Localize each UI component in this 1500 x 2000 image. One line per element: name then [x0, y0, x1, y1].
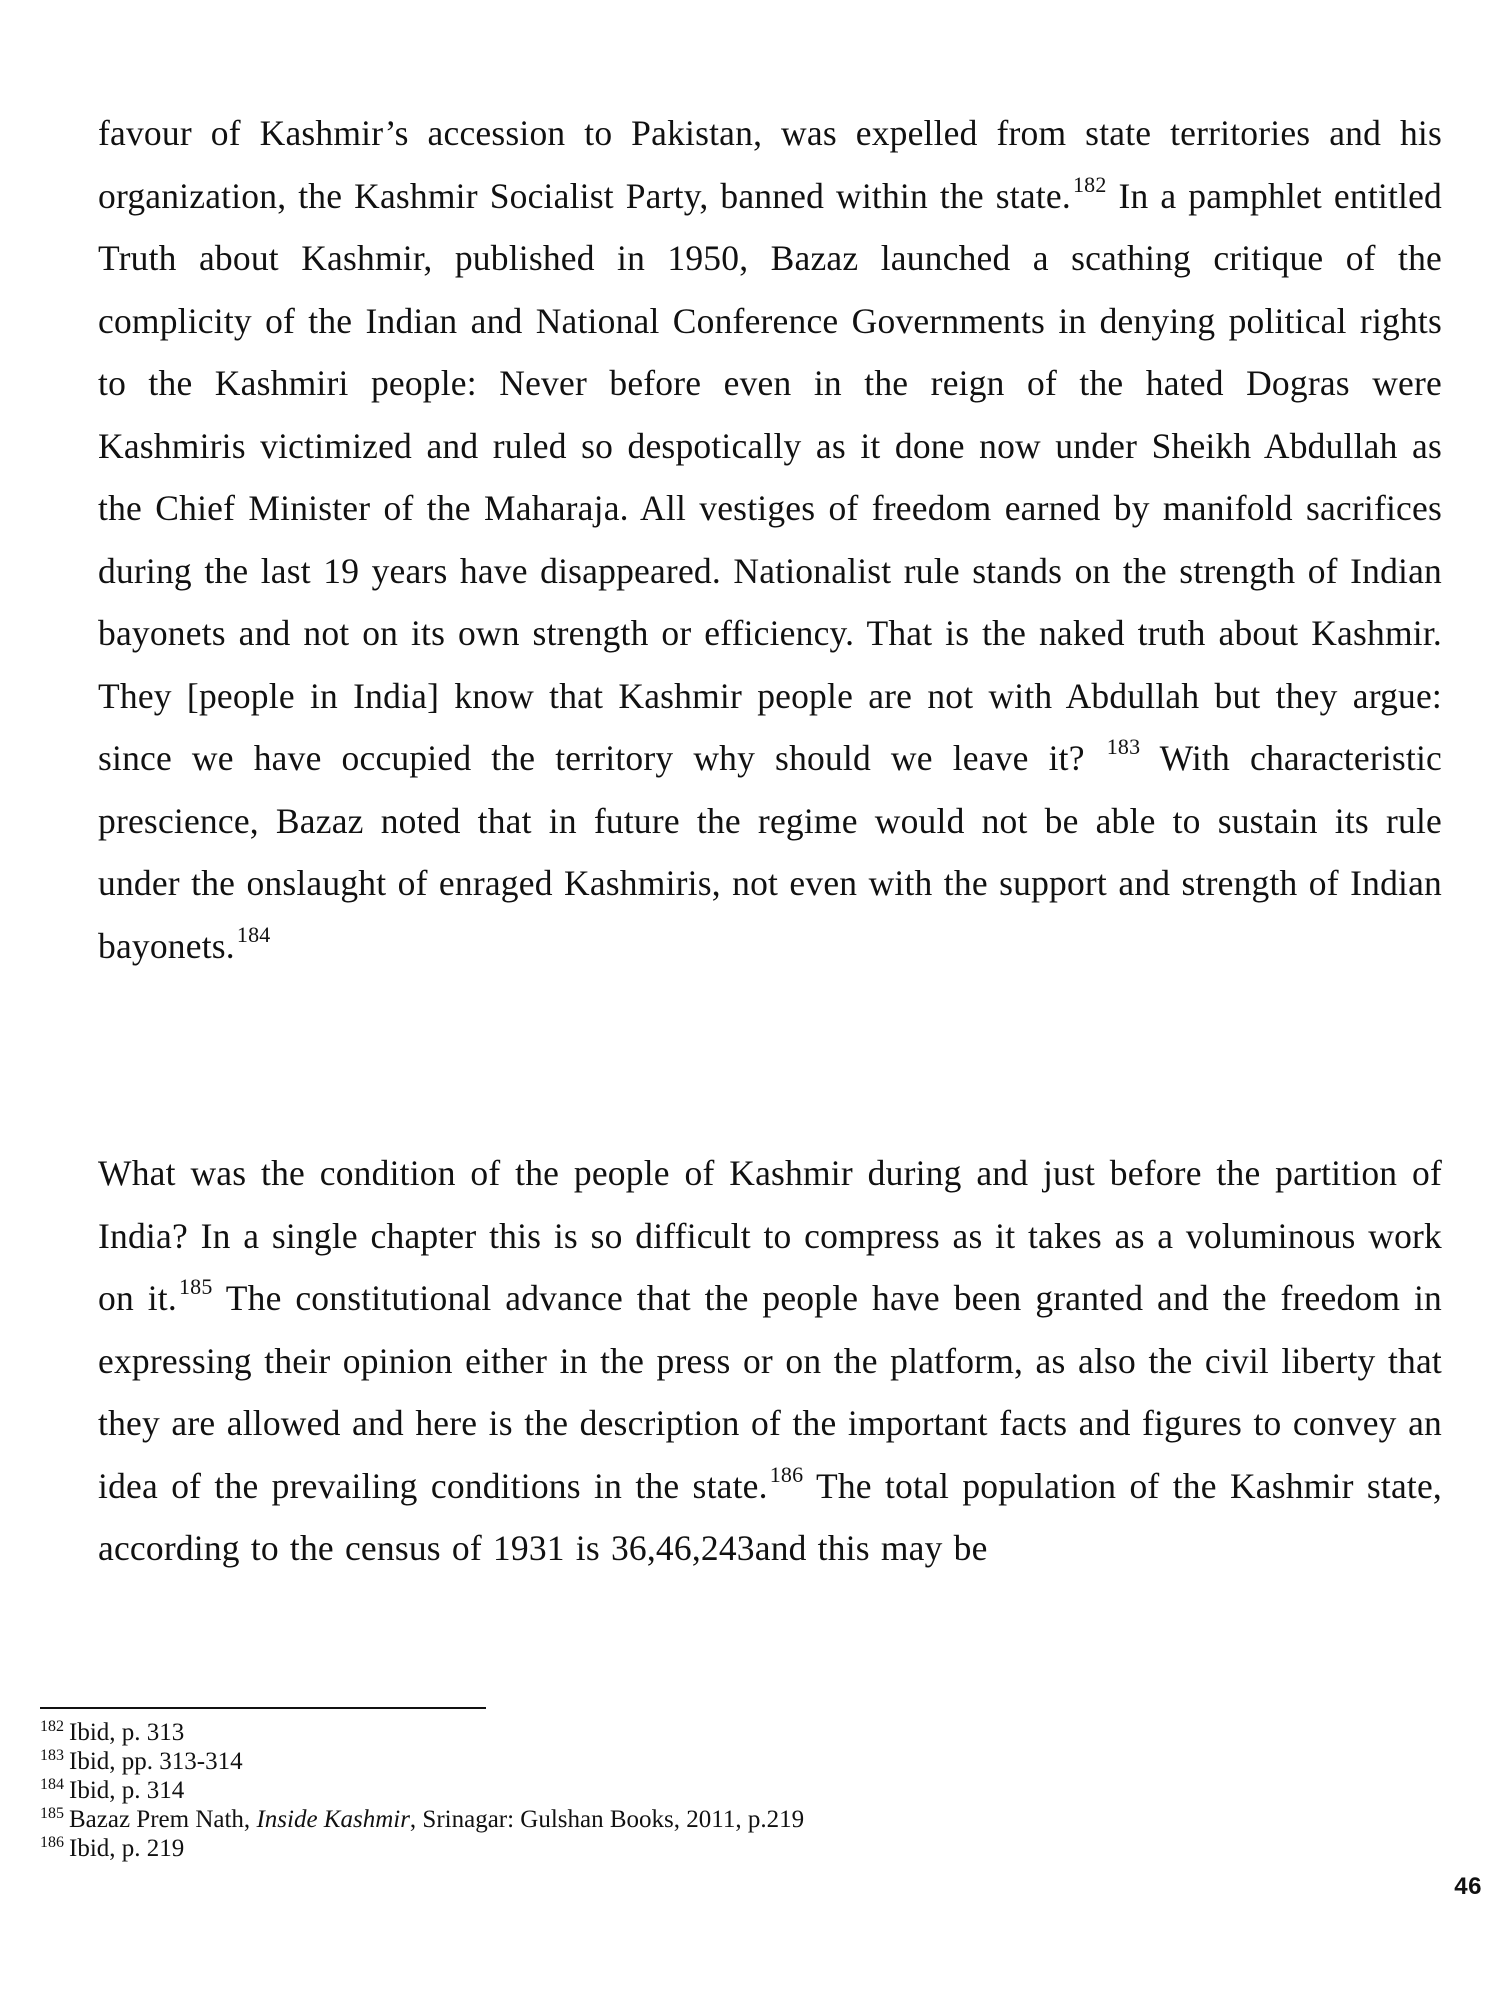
text-segment: Ibid, pp. 313-314 — [69, 1748, 243, 1775]
footnote-item — [40, 1776, 1040, 1805]
footnote-item — [40, 1747, 1040, 1776]
footnote-number: 184 — [40, 1776, 64, 1794]
text-segment: The constitutional advance that the people have been granted and the freedom in expressing their opinion either in the press or on the platform, as also the civil liberty that they are allowed and here is the description of the important facts and figures to convey an idea of the prevailing conditions in the state. — [98, 1278, 1442, 1506]
footnote-number: 186 — [40, 1834, 64, 1852]
text-segment: favour of Kashmir’s accession to Pakistan, was expelled from state territories and his organization, the Kashmir Socialist Party, banned within the state. — [98, 113, 1442, 216]
footnote-reference: 184 — [236, 921, 271, 947]
text-segment: Ibid, p. 313 — [69, 1719, 185, 1746]
text-segment: , Srinagar: Gulshan Books, 2011, p.219 — [409, 1806, 805, 1833]
footnotes-list — [40, 1718, 1040, 1863]
footnote-number: 183 — [40, 1747, 64, 1765]
text-segment: In a pamphlet entitled Truth about Kashmir, published in 1950, Bazaz launched a scathing critique of the complicity of the Indian and National Conference Governments in denying political rights to the Kashmiri people: Never before even in the reign of the hated Dogras were Kashmiris victimized and ruled so despotically as it done now under Sheikh Abdullah as the Chief Minister of the Maharaja. All vestiges of freedom earned by manifold sacrifices during the last 19 years have disappeared. Nationalist rule stands on the strength of Indian bayonets and not on its own strength or efficiency. That is the naked truth about Kashmir. They [people in India] know that Kashmir people are not with Abdullah but they argue: since we have occupied the territory why should we leave it? — [98, 175, 1443, 778]
body-paragraph-2 — [98, 1142, 1442, 1580]
footnote-item — [40, 1834, 1040, 1863]
footnote-separator — [40, 1707, 486, 1709]
footnote-reference: 186 — [769, 1461, 804, 1487]
footnote-reference: 182 — [1072, 171, 1107, 197]
footnote-number: 182 — [40, 1718, 64, 1736]
page-number: 46 — [1454, 1873, 1482, 1900]
text-segment: Bazaz Prem Nath, — [69, 1806, 257, 1833]
footnote-reference: 185 — [178, 1274, 213, 1300]
footnote-number: 185 — [40, 1805, 64, 1823]
footnote-item — [40, 1805, 1040, 1834]
footnote-item — [40, 1718, 1040, 1747]
footnote-reference: 183 — [1106, 734, 1141, 760]
book-title: Inside Kashmir — [256, 1806, 410, 1833]
body-paragraph-1 — [98, 102, 1442, 977]
text-segment: What was the condition of the people of Kashmir during and just before the partition of India? In a single chapter this is so difficult to compress as it takes as a voluminous work on it. — [98, 1153, 1442, 1318]
text-segment: Ibid, p. 314 — [69, 1777, 185, 1804]
text-segment: Ibid, p. 219 — [69, 1835, 185, 1862]
text-segment: The total population of the Kashmir state, according to the census of 1931 is 36,46,243and this may be — [98, 1465, 1443, 1568]
text-segment: With characteristic prescience, Bazaz noted that in future the regime would not be able to sustain its rule under the onslaught of enraged Kashmiris, not even with the support and strength of Indian bayonets. — [98, 738, 1443, 966]
